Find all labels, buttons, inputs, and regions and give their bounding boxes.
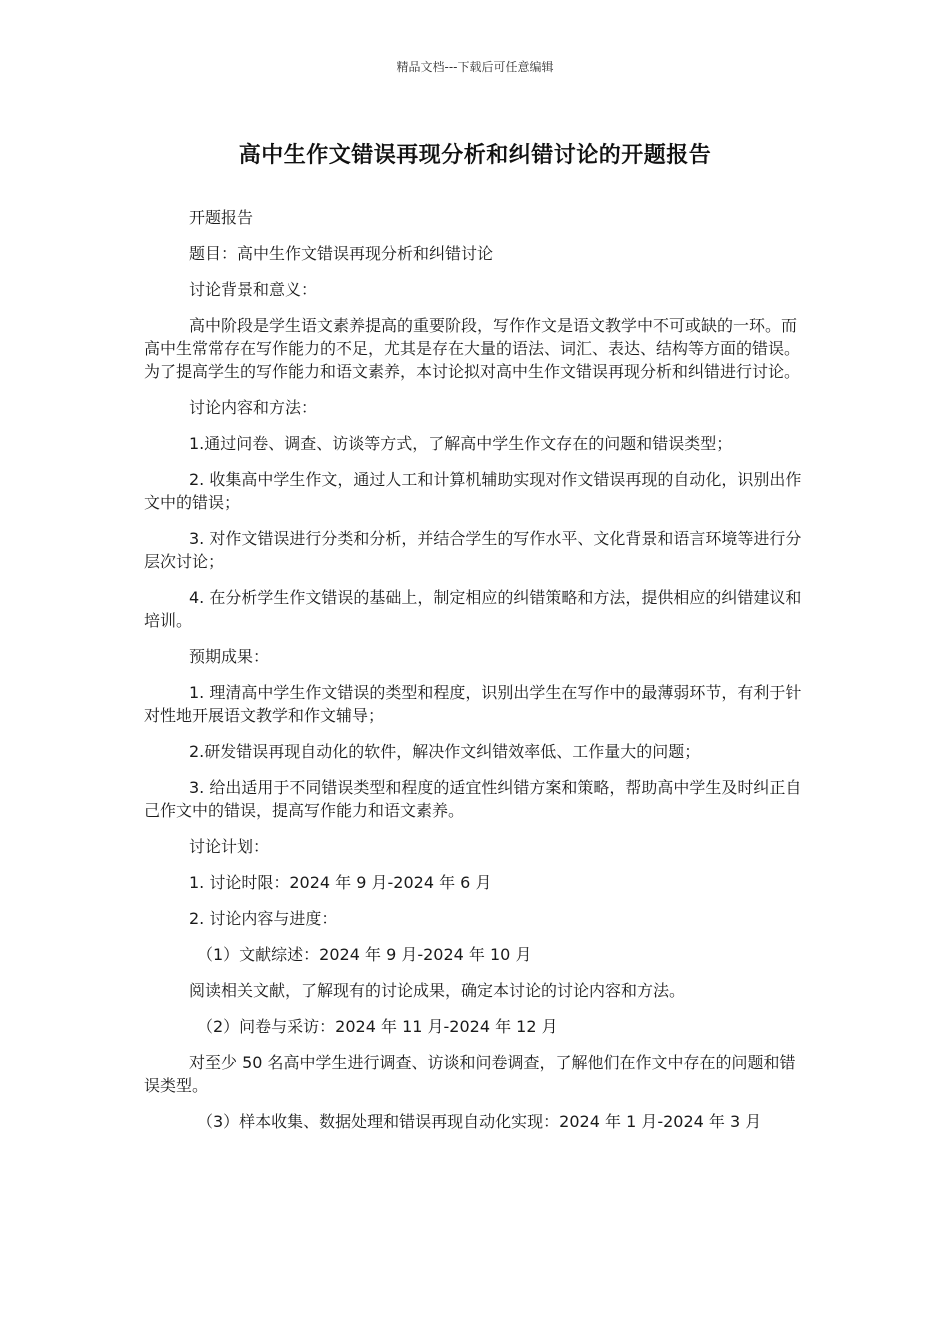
paragraph-report-label: 开题报告 bbox=[189, 208, 254, 227]
paragraph-plan-step-1-desc: 阅读相关文献，了解现有的讨论成果，确定本讨论的讨论内容和方法。 bbox=[189, 981, 686, 1000]
document-title: 高中生作文错误再现分析和纠错讨论的开题报告 bbox=[238, 143, 712, 168]
paragraph-method-1: 1.通过问卷、调查、访谈等方式，了解高中学生作文存在的问题和错误类型； bbox=[189, 434, 733, 453]
heading-content-methods: 讨论内容和方法： bbox=[189, 398, 318, 417]
paragraph-result-2: 2.研发错误再现自动化的软件，解决作文纠错效率低、工作量大的问题； bbox=[189, 742, 701, 761]
paragraph-result-3: 3. 给出适用于不同错误类型和程度的适宜性纠错方案和策略，帮助高中学生及时纠正自己作文中的错误，提高写作能力和语文素养。 bbox=[144, 778, 802, 820]
paragraph-plan-progress: 2. 讨论内容与进度： bbox=[189, 909, 338, 928]
paragraph-method-4: 4. 在分析学生作文错误的基础上，制定相应的纠错策略和方法，提供相应的纠错建议和培训。 bbox=[144, 588, 802, 630]
document-body bbox=[144, 206, 806, 1146]
page-header-note: 精品文档---下载后可任意编辑 bbox=[396, 60, 554, 74]
paragraph-topic: 题目：高中生作文错误再现分析和纠错讨论 bbox=[189, 244, 494, 263]
paragraph-plan-step-1: （1）文献综述：2024 年 9 月-2024 年 10 月 bbox=[197, 945, 532, 964]
paragraph-plan-step-3: （3）样本收集、数据处理和错误再现自动化实现：2024 年 1 月-2024 年 3 月 bbox=[197, 1112, 762, 1131]
paragraph-method-3: 3. 对作文错误进行分类和分析，并结合学生的写作水平、文化背景和语言环境等进行分层次讨论； bbox=[144, 529, 802, 571]
heading-expected-results: 预期成果： bbox=[189, 647, 270, 666]
paragraph-result-1: 1. 理清高中学生作文错误的类型和程度，识别出学生在写作中的最薄弱环节，有利于针对性地开展语文教学和作文辅导； bbox=[144, 683, 802, 725]
paragraph-background: 高中阶段是学生语文素养提高的重要阶段，写作作文是语文教学中不可或缺的一环。而高中生常常存在写作能力的不足，尤其是存在大量的语法、词汇、表达、结构等方面的错误。为了提高学生的写作能力和语文素养，本讨论拟对高中生作文错误再现分析和纠错进行讨论。 bbox=[144, 316, 801, 381]
paragraph-plan-step-2: （2）问卷与采访：2024 年 11 月-2024 年 12 月 bbox=[197, 1017, 558, 1036]
paragraph-plan-step-2-desc: 对至少 50 名高中学生进行调查、访谈和问卷调查，了解他们在作文中存在的问题和错误类型。 bbox=[144, 1053, 796, 1095]
paragraph-plan-duration: 1. 讨论时限：2024 年 9 月-2024 年 6 月 bbox=[189, 873, 492, 892]
heading-background: 讨论背景和意义： bbox=[189, 280, 318, 299]
heading-plan: 讨论计划： bbox=[189, 837, 270, 856]
paragraph-method-2: 2. 收集高中学生作文，通过人工和计算机辅助实现对作文错误再现的自动化，识别出作文中的错误； bbox=[144, 470, 802, 512]
